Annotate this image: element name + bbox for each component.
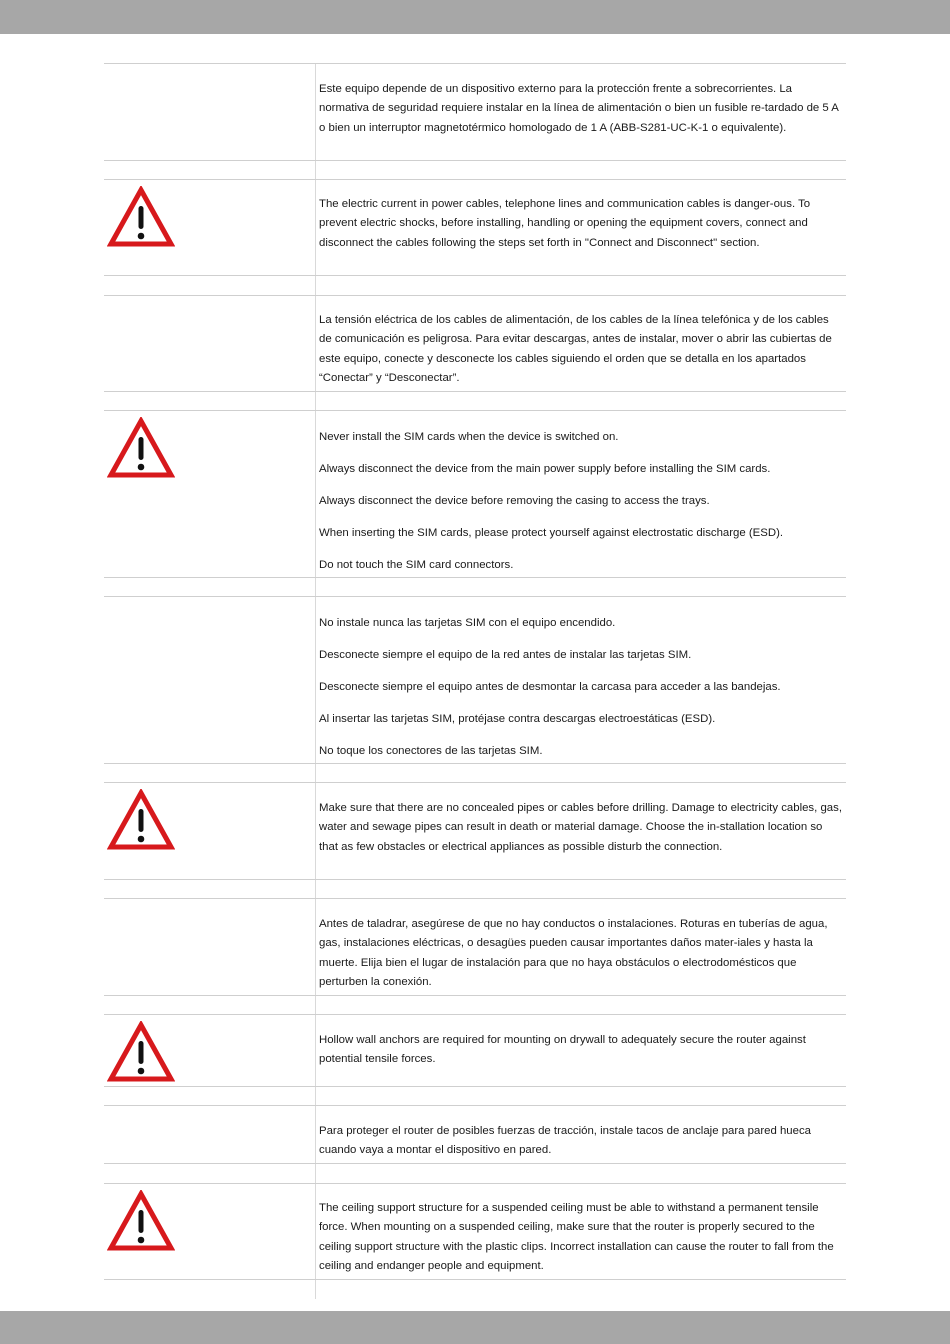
notice-text bbox=[319, 1199, 844, 1277]
notice-text bbox=[319, 430, 844, 572]
warning-triangle-icon bbox=[107, 417, 175, 479]
warning-triangle-icon bbox=[107, 1021, 175, 1083]
notice-paragraph: La tensión eléctrica de los cables de alimentación, de los cables de la línea telefónica y de los cables de comunicación es peligrosa. Para evitar descargas, antes de instalar, mover o abrir las cubiertas de este equipo, conecte y desconecte los cables siguiendo el orden que se detalla en los apartados “Conectar” y “Desconectar”. bbox=[319, 314, 832, 385]
notice-paragraph: Always disconnect the device before removing the casing to access the trays. bbox=[319, 495, 710, 507]
notice-paragraph: Desconecte siempre el equipo de la red antes de instalar las tarjetas SIM. bbox=[319, 649, 692, 661]
notice-text bbox=[319, 1031, 844, 1070]
notice-paragraph: The electric current in power cables, telephone lines and communication cables is danger-ous. To prevent electric shocks, before installing, handling or opening the equipment covers, connect and disconnect the cables following the steps set forth in "Connect and Disconnect" section. bbox=[319, 198, 811, 249]
notice-text bbox=[319, 915, 844, 993]
notice-text bbox=[319, 311, 844, 389]
notice-paragraph: Never install the SIM cards when the device is switched on. bbox=[319, 431, 619, 443]
notice-paragraph: Al insertar las tarjetas SIM, protéjase contra descargas electroestáticas (ESD). bbox=[319, 713, 716, 725]
notice-text bbox=[319, 80, 844, 138]
warning-triangle-icon bbox=[107, 186, 175, 248]
notice-paragraph: The ceiling support structure for a suspended ceiling must be able to withstand a permanent tensile force. When mounting on a suspended ceiling, make sure that the router is properly secured to the ceiling support structure with the plastic clips. Incorrect installation can cause the router to fall from the ceiling and endanger people and equipment. bbox=[319, 1202, 834, 1273]
notice-paragraph: Do not touch the SIM card connectors. bbox=[319, 559, 514, 571]
notice-paragraph: No toque los conectores de las tarjetas SIM. bbox=[319, 745, 543, 757]
notice-sim-es bbox=[104, 596, 846, 764]
notice-paragraph: Hollow wall anchors are required for mounting on drywall to adequately secure the router against potential tensile forces. bbox=[319, 1034, 806, 1066]
warning-triangle-icon bbox=[107, 789, 175, 851]
page-header-bar bbox=[0, 0, 950, 34]
notice-paragraph: Este equipo depende de un dispositivo externo para la protección frente a sobrecorrientes. La normativa de seguridad requiere instalar en la línea de alimentación o bien un fusible re-tardado de 5 A o bien un interruptor magnetotérmico homologado de 1 A (ABB-S281-UC-K-1 o equivalente). bbox=[319, 83, 839, 134]
notice-paragraph: Antes de taladrar, asegúrese de que no hay conductos o instalaciones. Roturas en tuberías de agua, gas, instalaciones eléctricas, o desagües pueden causar importantes daños mater-iales y hasta la muerte. Elija bien el lugar de instalación para que no haya obstáculos o electrodomésticos que perturben la conexión. bbox=[319, 918, 828, 989]
notice-text bbox=[319, 616, 844, 758]
notice-sim-en bbox=[104, 410, 846, 578]
notice-drilling-en bbox=[104, 782, 846, 880]
notice-drilling-es bbox=[104, 898, 846, 996]
notice-drywall-en bbox=[104, 1014, 846, 1087]
notice-text bbox=[319, 195, 844, 253]
notice-electric-current-es bbox=[104, 295, 846, 392]
notice-paragraph: No instale nunca las tarjetas SIM con el equipo encendido. bbox=[319, 617, 616, 629]
notice-paragraph: When inserting the SIM cards, please protect yourself against electrostatic discharge (ESD). bbox=[319, 527, 784, 539]
notice-paragraph: Desconecte siempre el equipo antes de desmontar la carcasa para acceder a las bandejas. bbox=[319, 681, 781, 693]
notice-drywall-es bbox=[104, 1105, 846, 1164]
notice-paragraph: Para proteger el router de posibles fuerzas de tracción, instale tacos de anclaje para pared hueca cuando vaya a montar el dispositivo en pared. bbox=[319, 1125, 811, 1157]
page-footer-bar bbox=[0, 1311, 950, 1344]
warning-triangle-icon bbox=[107, 1190, 175, 1252]
notice-text bbox=[319, 1122, 844, 1161]
notice-paragraph: Make sure that there are no concealed pipes or cables before drilling. Damage to electricity cables, gas, water and sewage pipes can result in death or material damage. Choose the in-stallation location so that as few obstacles or electrical appliances as possible disturb the connection. bbox=[319, 802, 842, 853]
notice-paragraph: Always disconnect the device from the main power supply before installing the SIM cards. bbox=[319, 463, 771, 475]
notice-text bbox=[319, 799, 844, 857]
notice-electric-current-en bbox=[104, 179, 846, 276]
notice-ceiling-en bbox=[104, 1183, 846, 1280]
notice-overcurrent-es bbox=[104, 63, 846, 161]
